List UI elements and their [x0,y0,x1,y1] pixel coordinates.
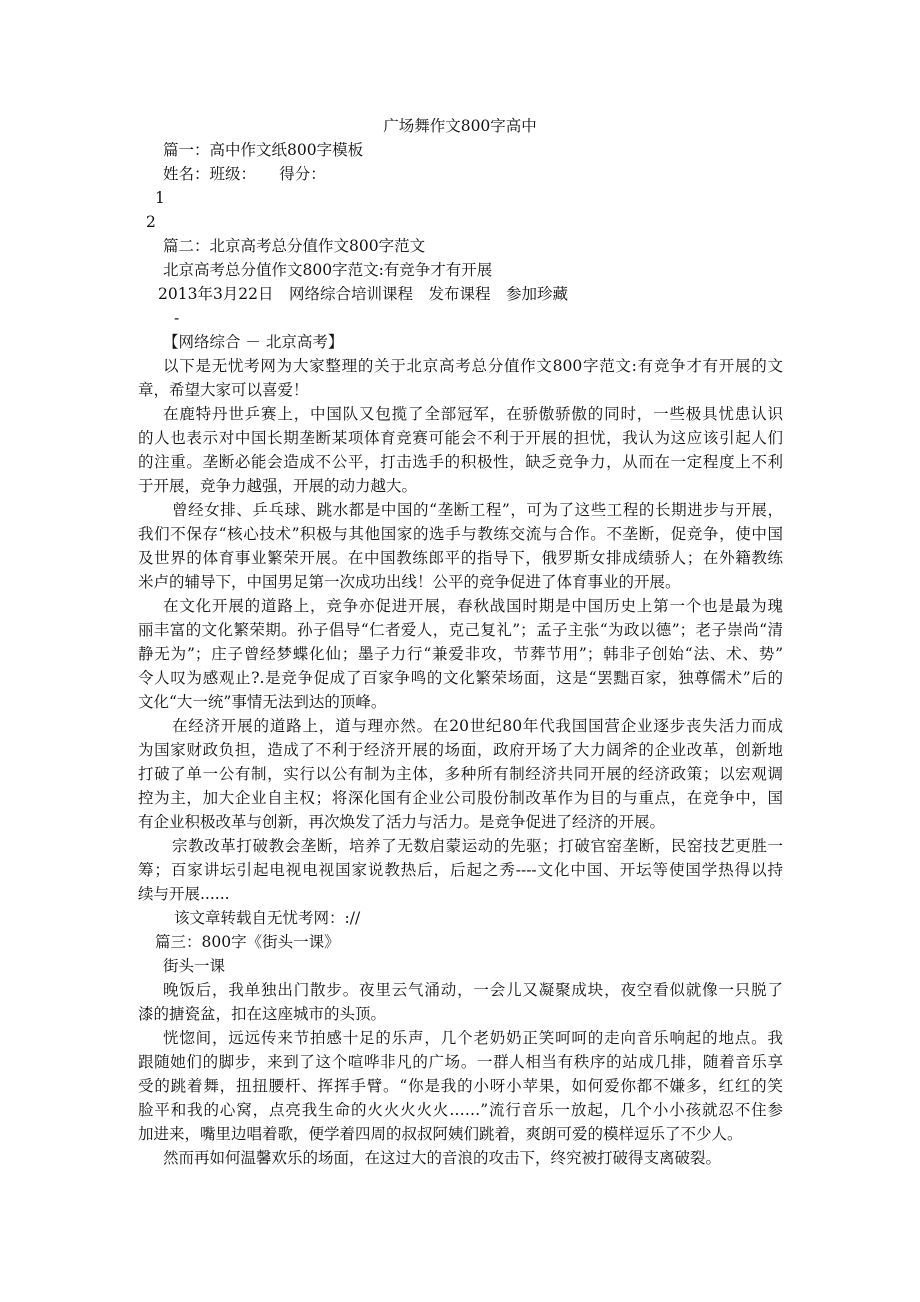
text-line: 在经济开展的道路上，道与理亦然。在20世纪80年代我国国营企业逐步丧失活力而成 [172,717,783,735]
text-line: 米卢的辅导下，中国男足第一次成功出线！公平的竞争促进了体育事业的开展。 [138,573,681,591]
text-line: 在文化开展的道路上，竞争亦促进开展，春秋战国时期是中国历史上第一个也是最为瑰 [163,597,783,615]
text-line: 受的跳着舞，扭扭腰杆、挥挥手臂。“你是我的小呀小苹果，如何爱你都不嫌多，红红的笑 [138,1077,783,1095]
text-line: 文化“大一统”事情无法到达的顶峰。 [138,693,387,711]
text-line: 2013年3月22日 网络综合培训课程 发布课程 参加珍藏 [158,285,569,303]
text-line: 有企业积极改革与创新，再次焕发了活力与活力。是竞争促进了经济的开展。 [138,813,666,831]
text-line: 的人也表示对中国长期垄断某项体育竞赛可能会不利于开展的担忧，我认为这应该引起人们 [138,429,783,447]
text-line: 于开展，竞争力越强，开展的动力越大。 [138,477,418,495]
text-line: 及世界的体育事业繁荣开展。在中国教练郎平的指导下，俄罗斯女排成绩骄人；在外籍教练 [138,549,783,567]
text-line: 以下是无忧考网为大家整理的关于北京高考总分值作文800字范文:有竞争才有开展的文 [163,357,783,375]
text-line: 为国家财政负担，造成了不利于经济开展的场面，政府开场了大力阔斧的企业改革，创新地 [138,741,783,759]
text-line: 【网络综合 － 北京高考】 [163,333,344,351]
text-line: 打破了单一公有制，实行以公有制为主体，多种所有制经济共同开展的经济政策；以宏观调 [138,765,783,783]
text-line: 街头一课 [163,957,226,975]
text-line: 北京高考总分值作文800字范文:有竞争才有开展 [163,261,493,279]
text-line: 丽丰富的文化繁荣期。孙子倡导“仁者爱人，克己复礼”；孟子主张“为政以德”；老子崇尚“清 [138,621,783,639]
text-line: 在鹿特丹世乒赛上，中国队又包揽了全部冠军，在骄傲骄傲的同时，一些极具忧患认识 [163,405,783,423]
text-line: - [174,309,180,327]
text-line: 2 [146,213,156,231]
text-line: 加进来，嘴里边唱着歌，便学着四周的叔叔阿姨们跳着，爽朗可爱的模样逗乐了不少人。 [138,1125,743,1143]
text-line: 1 [155,189,165,207]
text-line: 控为主，加大企业自主权；将深化国有企业公司股份制改革作为目的与重点，在竞争中，国 [138,789,783,807]
document-title: 广场舞作文800字高中 [383,117,537,135]
text-line: 静无为”；庄子曾经梦蝶化仙；墨子力行“兼爱非攻，节葬节用”；韩非子创始“法、术、势” [138,645,783,663]
section-heading: 篇二：北京高考总分值作文800字范文 [163,237,426,255]
text-line: 晚饭后，我单独出门散步。夜里云气涌动，一会儿又凝聚成块，夜空看似就像一只脱了 [163,981,783,999]
text-line: 然而再如何温馨欢乐的场面，在这过大的音浪的攻击下，终究被打破得支离破裂。 [163,1149,722,1167]
text-line: 宗教改革打破教会垄断，培养了无数启蒙运动的先驱；打破官窑垄断，民窑技艺更胜一 [172,837,783,855]
text-line: 筹；百家讲坛引起电视电视国家说教热后，后起之秀----文化中国、开坛等使国学热得以持 [138,861,783,879]
section-heading: 篇三：800字《街头一课》 [155,933,340,951]
text-line: 续与开展...... [138,885,230,903]
text-line: 我们不保存“核心技术”积极与其他国家的选手与教练交流与合作。不垄断，促竞争，使中国 [138,525,783,543]
text-line: 姓名：班级： 得分： [163,165,326,183]
text-line: 的注重。垄断必能会造成不公平，打击选手的积极性，缺乏竞争力，从而在一定程度上不利 [138,453,783,471]
text-line: 恍惚间，远远传来节拍感十足的乐声，几个老奶奶正笑呵呵的走向音乐响起的地点。我 [163,1029,783,1047]
text-line: 脸平和我的心窝，点亮我生命的火火火火火……”流行音乐一放起，几个小小孩就忍不住参 [138,1101,783,1119]
text-line: 跟随她们的脚步，来到了这个喧哗非凡的广场。一群人相当有秩序的站成几排，随着音乐享 [138,1053,783,1071]
text-line: 该文章转载自无忧考网：:// [174,909,361,927]
text-line: 曾经女排、乒乓球、跳水都是中国的“垄断工程”，可为了这些工程的长期进步与开展， [172,501,783,519]
text-line: 令人叹为感观止?.是竞争促成了百家争鸣的文化繁荣场面，这是“罢黜百家，独尊儒术”后的 [138,669,783,687]
text-line: 漆的搪瓷盆，扣在这座城市的头顶。 [138,1005,387,1023]
text-line: 章，希望大家可以喜爱！ [138,381,309,399]
section-heading: 篇一：高中作文纸800字模板 [163,141,364,159]
